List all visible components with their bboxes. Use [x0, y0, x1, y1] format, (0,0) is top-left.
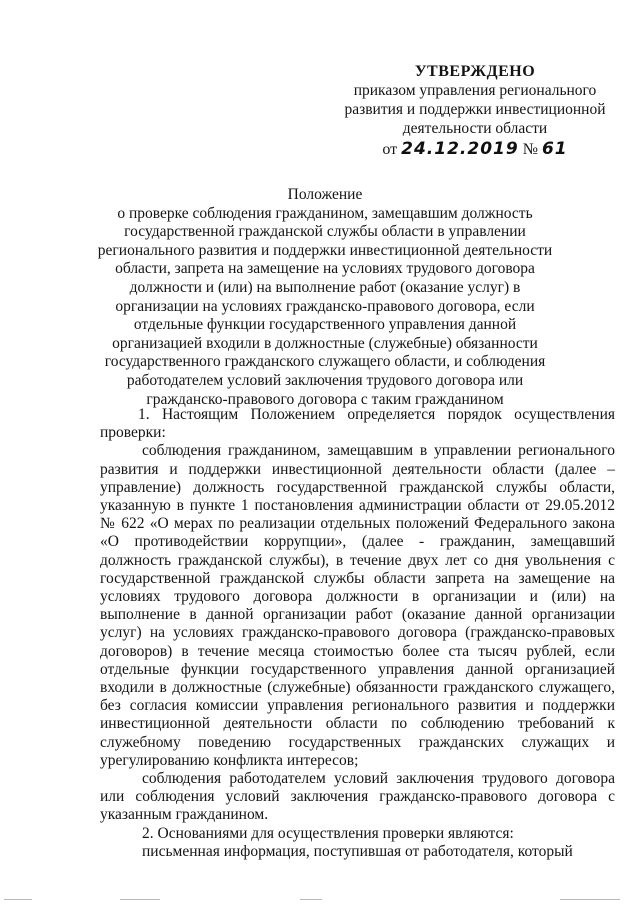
- scan-mark: [560, 899, 620, 900]
- approval-line-2: развития и поддержки инвестиционной: [344, 101, 606, 118]
- approval-stamp: [330, 62, 620, 159]
- title-subtitle: о проверке соблюдения гражданином, замещавшим должность государственной гражданской службы области в управлении регионального развития и поддержки инвестиционной деятельности области, запрета на замещение на условиях трудового договора должности и (или) на выполнение работ (оказание услуг) в организации на условиях гражданско-правового договора, если отдельные функции государственного управления данной организацией входили в должностные (служебные) обязанности государственного гражданского служащего области, и соблюдения работодателем условий заключения трудового договора или гражданско-правового договора с таким гражданином: [97, 204, 553, 408]
- regulation-title: [90, 186, 560, 409]
- paragraph-3: соблюдения работодателем условий заключения трудового договора или соблюдения условий заключения гражданско-правового договора с указанным гражданином.: [100, 770, 615, 824]
- scan-mark: [120, 899, 160, 900]
- approval-date-row: [330, 140, 620, 159]
- scan-mark: [4, 899, 32, 900]
- paragraph-4: 2. Основаниями для осуществления проверки являются:: [142, 824, 514, 842]
- approval-heading: УТВЕРЖДЕНО: [414, 63, 536, 80]
- number-label: №: [522, 141, 538, 158]
- approval-line-3: деятельности области: [402, 120, 548, 137]
- handwritten-number: 61: [541, 139, 568, 159]
- approval-line-1: приказом управления регионального: [353, 82, 597, 99]
- title-heading: Положение: [287, 186, 363, 203]
- document-body: [100, 406, 615, 861]
- scan-edge-marks: [0, 893, 640, 905]
- handwritten-date: 24.12.2019: [401, 139, 519, 159]
- paragraph-5: письменная информация, поступившая от работодателя, который: [142, 842, 573, 860]
- scan-mark: [300, 899, 322, 900]
- paragraph-1: 1. Настоящим Положением определяется порядок осуществления проверки:: [100, 406, 615, 442]
- paragraph-2: соблюдения гражданином, замещавшим в управлении регионального развития и поддержки инвестиционной деятельности области (далее – управление) должность государственной гражданской службы области, указанную в пункте 1 постановления администрации области от 29.05.2012 № 622 «О мерах по реализации отдельных положений Федерального закона «О противодействии коррупции», (далее - гражданин, замещавший должность гражданской службы), в течение двух лет со дня увольнения с государственной гражданской службы области запрета на замещение на условиях трудового договора должности в организации и (или) на выполнение в данной организации работ (оказание данной организации услуг) на условиях гражданско-правового договора (гражданско-правовых договоров) в течение месяца стоимостью более ста тысяч рублей, если отдельные функции государственного управления данной организацией входили в должностные (служебные) обязанности гражданского служащего, без согласия комиссии управления регионального развития и поддержки инвестиционной деятельности области по соблюдению требований к служебному поведению государственных гражданских служащих и урегулированию конфликта интересов;: [100, 442, 615, 769]
- date-prefix: от: [382, 141, 398, 158]
